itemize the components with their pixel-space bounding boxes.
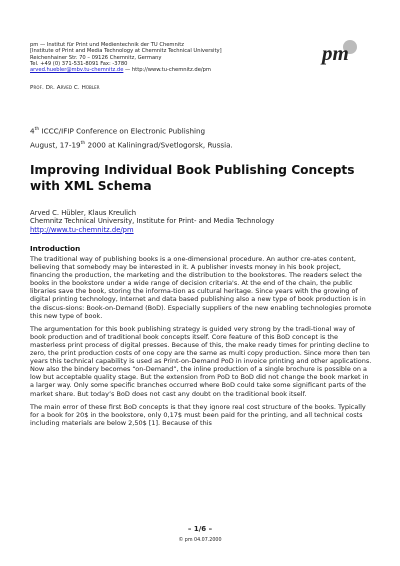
page-number: – 1/6 – xyxy=(187,525,213,533)
author-block xyxy=(30,209,274,234)
header-line-phone: Tel. +49 (0) 371-531-8091 Fax: -3780 xyxy=(30,60,128,67)
header-line-institute-en: [Institute of Print and Media Technology at Chemnitz Technical University] xyxy=(30,48,222,55)
conference-name xyxy=(30,124,233,138)
author-affiliation: Chemnitz Technical University, Institute for Print- and Media Technology xyxy=(30,217,275,226)
header-email-link[interactable]: arved.huebler@mbv.tu-chemnitz.de xyxy=(30,67,124,74)
copyright-note: © pm 04.07.2000 xyxy=(178,538,222,543)
author-url-link[interactable]: http://www.tu-chemnitz.de/pm xyxy=(30,225,134,234)
conference-info xyxy=(30,124,233,152)
header-contact xyxy=(30,67,330,73)
conference-number-sup: th xyxy=(34,127,40,132)
pm-logo xyxy=(320,38,360,66)
conference-number: 4 xyxy=(30,126,35,136)
section-heading: Introduction xyxy=(30,244,81,253)
conference-title: ICCC/IFIP Conference on Electronic Publishing xyxy=(39,126,206,136)
body-text xyxy=(30,255,372,432)
paper-title: Improving Individual Book Publishing Concepts with XML Schema xyxy=(30,163,355,193)
conference-date xyxy=(30,138,233,152)
author-names: Arved C. Hübler, Klaus Kreulich xyxy=(30,209,137,217)
institute-header xyxy=(30,42,330,73)
conference-date-a: August, 17-19 xyxy=(30,140,81,150)
paragraph: The main error of these first BoD concepts is that they ignore real cost structure of the books. Typically for a book for 20$ in the bookstore, only 0,17$ must been paid for the printing, and all technical costs including materials are below 2,50$ [1]. Because of this xyxy=(30,402,366,427)
paragraph: The traditional way of publishing books is a one-dimensional procedure. An author cre-ates content, believing that somebody may be interested in it. A publisher invests money in his book project, financing the production, the marketing and the distribution to the bookstores. The readers select the books in the bookstore under a wide range of decision criteria's. At the end of the chain, the public libraries save the book, storing the informa-tion as cultural heritage. Since years with the growing of digital printing technology, Internet and data based publishing also a new type of book production is in the discus-sions: Book-on-Demand (BoD). Especially suppliers of the new enabling technologies promote this new type of book. xyxy=(30,255,372,320)
conference-date-sup: th xyxy=(80,140,86,146)
paragraph: The argumentation for this book publishing strategy is guided very strong by the tradi-tional way of book production and of traditional book concepts itself. Core feature of this BoD concept is the masterless print process of digital presses. Because of this, the make ready times for printing decline to zero, the print production costs of one copy are the same as multi copy production. Since more then ten years this technical capability is used as Print-on-Demand PoD in invoice printing and other applications. Now also the bindery becomes “on-Demand”, the inline production of a single brochure is possible on a low but acceptable quality stage. But the extension from PoD to BoD did not change the book market in a larger way. Only some specific branches occurred where BoD could take some significant parts of the market share. But today’s BoD does not cast any doubt on the traditional book itself. xyxy=(30,324,372,398)
professor-name: Prof. Dr. Arved C. Hübler xyxy=(30,85,100,91)
header-line-address: Reichenhainer Str. 70 – 09126 Chemnitz, Germany xyxy=(30,54,162,61)
pm-logo-text: pm xyxy=(322,41,349,65)
header-line-institute: pm — Institut für Print und Medientechnik der TU Chemnitz xyxy=(30,42,184,48)
conference-date-b: 2000 at Kaliningrad/Svetlogorsk, Russia. xyxy=(85,140,233,150)
header-separator: — xyxy=(123,67,132,74)
header-url: http://www.tu-chemnitz.de/pm xyxy=(131,67,211,74)
